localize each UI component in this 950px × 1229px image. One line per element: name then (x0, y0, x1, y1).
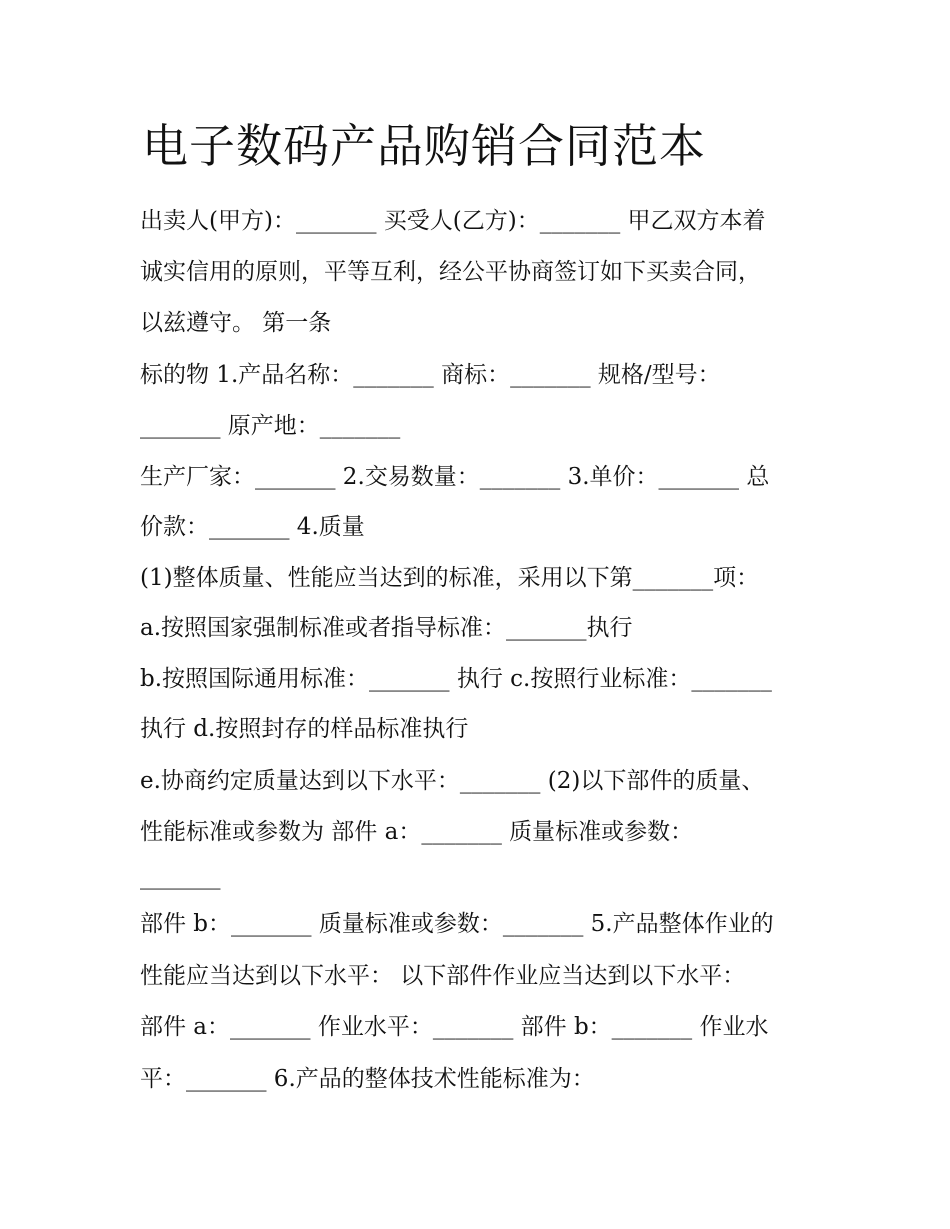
body-line-15: 部件 b：_______ 质量标准或参数：_______ 5.产品整体作业的 (140, 911, 774, 937)
body-line-13: 性能标准或参数为 部件 a：_______ 质量标准或参数： (140, 819, 694, 845)
body-line-7: 价款：_______ 4.质量 (140, 514, 365, 540)
body-line-16: 性能应当达到以下水平： 以下部件作业应当达到以下水平： (140, 963, 746, 989)
body-line-17: 部件 a：_______ 作业水平：_______ 部件 b：_______ 作业水 (140, 1014, 769, 1040)
body-line-11: 执行 d.按照封存的样品标准执行 (140, 716, 469, 742)
body-line-4: 标的物 1.产品名称：_______ 商标：_______ 规格/型号： (140, 362, 721, 388)
body-line-8: (1)整体质量、性能应当达到的标准，采用以下第_______项： (140, 565, 760, 591)
body-line-9: a.按照国家强制标准或者指导标准：_______执行 (140, 615, 633, 641)
body-line-6: 生产厂家：_______ 2.交易数量：_______ 3.单价：_______ 总 (140, 464, 770, 490)
body-line-12: e.协商约定质量达到以下水平：_______ (2)以下部件的质量、 (140, 768, 765, 794)
body-line-2: 诚实信用的原则，平等互利，经公平协商签订如下买卖合同， (140, 259, 761, 285)
body-line-14: _______ (140, 864, 221, 890)
body-line-1: 出卖人(甲方)：_______ 买受人(乙方)：_______ 甲乙双方本着 (140, 208, 766, 234)
body-line-5: _______ 原产地：_______ (140, 413, 401, 439)
body-line-10: b.按照国际通用标准：_______ 执行 c.按照行业标准：_______ (140, 666, 772, 692)
body-line-18: 平：_______ 6.产品的整体技术性能标准为： (140, 1066, 595, 1092)
body-line-3: 以兹遵守。 第一条 (140, 310, 332, 336)
document-title: 电子数码产品购销合同范本 (142, 119, 706, 173)
